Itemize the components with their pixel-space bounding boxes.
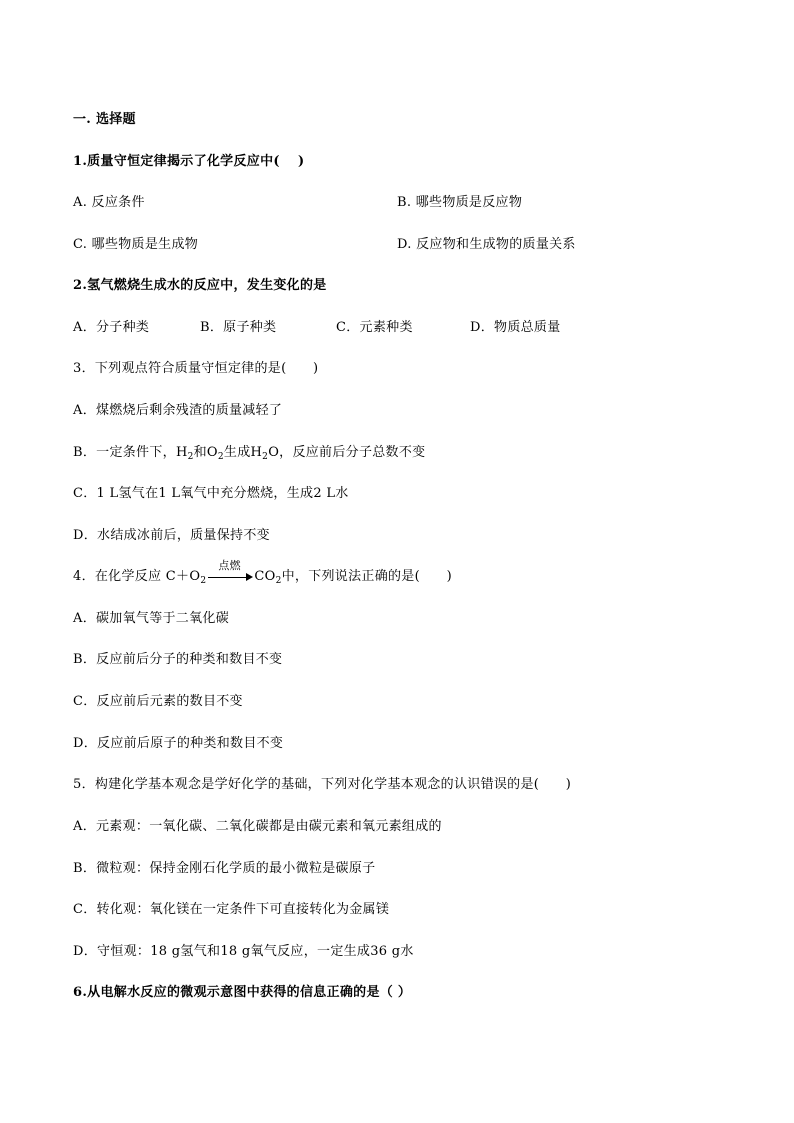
question-2-option-d: D．物质总质量: [470, 320, 561, 335]
arrow-line: [208, 577, 248, 578]
question-3-option-c: C．1 L氢气在1 L氧气中充分燃烧，生成2 L水: [73, 486, 349, 501]
text-fragment: B．一定条件下，H: [73, 445, 188, 460]
text-fragment: 中，下列说法正确的是( ): [281, 569, 452, 584]
question-3-option-a: A．煤燃烧后剩余残渣的质量减轻了: [73, 403, 283, 418]
question-4-option-b: B．反应前后分子的种类和数目不变: [73, 652, 283, 667]
question-3-option-d: D．水结成冰前后，质量保持不变: [73, 528, 270, 543]
question-4-option-a: A．碳加氧气等于二氧化碳: [73, 611, 229, 626]
question-5-option-d: D．守恒观：18 g氢气和18 g氧气反应，一定生成36 g水: [73, 944, 414, 959]
question-2-stem: 2.氢气燃烧生成水的反应中，发生变化的是: [73, 278, 327, 293]
question-1-option-c: C. 哪些物质是生成物: [73, 237, 199, 252]
text-fragment: O，反应前后分子总数不变: [268, 445, 426, 460]
question-1-option-a: A. 反应条件: [73, 195, 145, 210]
reaction-arrow: [206, 559, 254, 585]
question-5-option-a: A．元素观：一氧化碳、二氧化碳都是由碳元素和氧元素组成的: [73, 819, 442, 834]
question-5-option-c: C．转化观：氧化镁在一定条件下可直接转化为金属镁: [73, 902, 390, 917]
question-5-option-b: B．微粒观：保持金刚石化学质的最小微粒是碳原子: [73, 861, 376, 876]
subscript: 2: [275, 576, 282, 586]
question-4-option-d: D．反应前后原子的种类和数目不变: [73, 736, 284, 751]
question-5-stem: 5．构建化学基本观念是学好化学的基础，下列对化学基本观念的认识错误的是( ): [73, 777, 572, 792]
text-fragment: 生成H: [223, 445, 263, 460]
subscript: 2: [187, 452, 194, 462]
question-6-stem: 6.从电解水反应的微观示意图中获得的信息正确的是（ ）: [73, 985, 412, 1000]
section-title: 一. 选择题: [73, 112, 136, 127]
question-2-option-b: B．原子种类: [200, 320, 277, 335]
subscript: 2: [262, 452, 269, 462]
text-fragment: CO: [254, 569, 276, 584]
question-3-stem: 3．下列观点符合质量守恒定律的是( ): [73, 361, 319, 376]
question-1-stem: 1.质量守恒定律揭示了化学反应中( ): [73, 154, 305, 169]
question-3-option-b: [73, 445, 425, 461]
reaction-condition: 点燃: [218, 559, 241, 572]
question-2-option-c: C．元素种类: [336, 320, 413, 335]
arrow-head-icon: [246, 573, 253, 581]
question-1-option-b: B. 哪些物质是反应物: [397, 195, 523, 210]
question-2-option-a: A．分子种类: [73, 320, 150, 335]
question-2-options: [73, 320, 693, 336]
question-1-option-d: D. 反应物和生成物的质量关系: [397, 237, 576, 252]
subscript: 2: [200, 576, 207, 586]
subscript: 2: [217, 452, 224, 462]
question-4-stem: [73, 559, 452, 586]
text-fragment: 4．在化学反应 C＋O: [73, 569, 201, 584]
question-4-option-c: C．反应前后元素的数目不变: [73, 694, 243, 709]
text-fragment: 和O: [193, 445, 218, 460]
